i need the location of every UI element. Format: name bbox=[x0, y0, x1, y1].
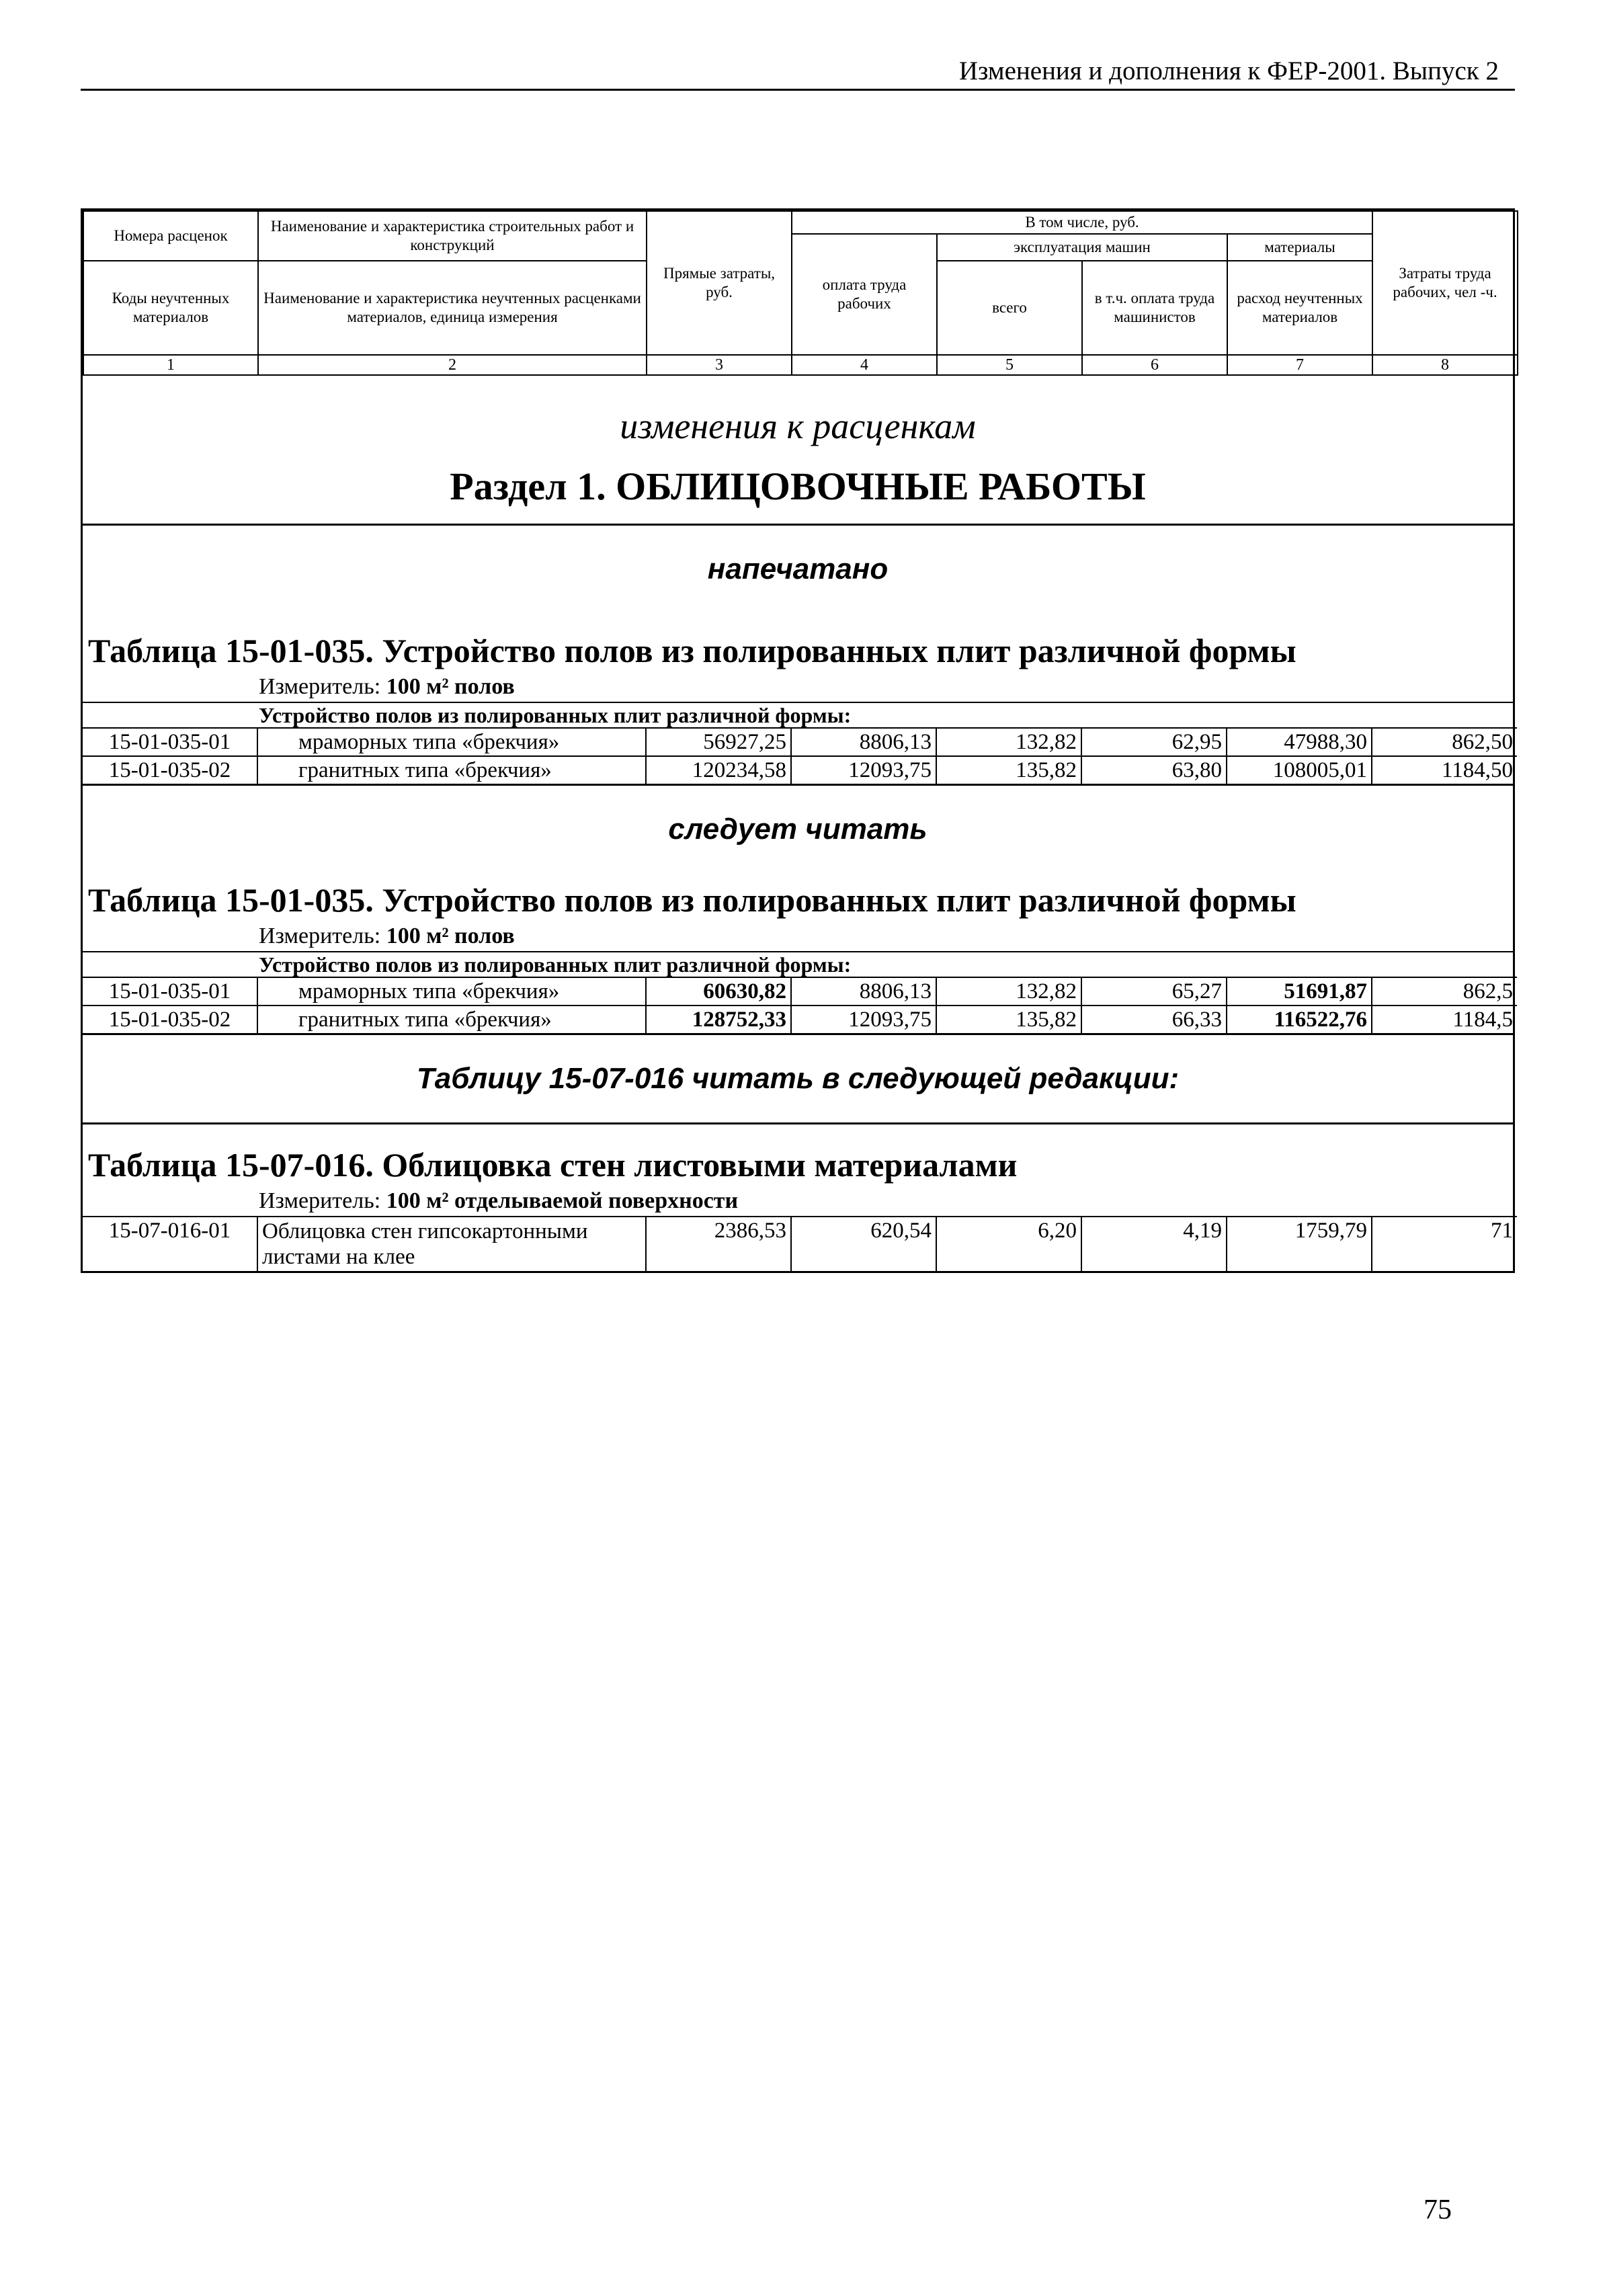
measure-unit: Измеритель: 100 м² отделываемой поверхности bbox=[259, 1188, 739, 1213]
column-number: 5 bbox=[937, 355, 1082, 375]
corrected-table-block bbox=[83, 878, 1513, 1033]
printed-rows-table bbox=[83, 727, 1517, 784]
header-work-name: Наименование и характеристика строительных работ и конструкций bbox=[258, 211, 647, 261]
printed-table-block bbox=[83, 629, 1513, 784]
operators-pay: 62,95 bbox=[1081, 728, 1227, 756]
workers-pay: 12093,75 bbox=[791, 1006, 936, 1033]
measure-unit: Измеритель: 100 м² полов bbox=[259, 674, 515, 699]
table-title: Таблица 15-01-035. Устройство полов из полированных плит различной формы bbox=[88, 881, 1296, 919]
materials: 51691,87 bbox=[1227, 977, 1372, 1006]
rate-name: гранитных типа «брекчия» bbox=[257, 756, 646, 784]
machines-total: 132,82 bbox=[936, 728, 1081, 756]
column-number: 6 bbox=[1082, 355, 1227, 375]
header-including: В том числе, руб. bbox=[792, 211, 1372, 234]
operators-pay: 66,33 bbox=[1081, 1006, 1227, 1033]
labor-costs: 1184,5 bbox=[1372, 1006, 1517, 1033]
labor-costs: 862,5 bbox=[1372, 977, 1517, 1006]
table-title: Таблица 15-01-035. Устройство полов из полированных плит различной формы bbox=[88, 632, 1296, 669]
page-number: 75 bbox=[1424, 2195, 1452, 2225]
measure-unit: Измеритель: 100 м² полов bbox=[259, 924, 515, 948]
column-number: 7 bbox=[1227, 355, 1372, 375]
column-number: 1 bbox=[83, 355, 258, 375]
labor-costs: 71 bbox=[1372, 1217, 1517, 1271]
direct-costs: 120234,58 bbox=[646, 756, 791, 784]
table-row bbox=[83, 728, 1517, 756]
header-labor-costs: Затраты труда рабочих, чел -ч. bbox=[1372, 211, 1518, 355]
header-machines: эксплуатация машин bbox=[937, 234, 1227, 261]
column-number: 2 bbox=[258, 355, 647, 375]
workers-pay: 8806,13 bbox=[791, 728, 936, 756]
rate-name: гранитных типа «брекчия» bbox=[257, 1006, 646, 1033]
column-numbers-row bbox=[83, 355, 1518, 375]
rate-code: 15-01-035-01 bbox=[83, 977, 257, 1006]
group-heading: Устройство полов из полированных плит различной формы: bbox=[83, 702, 1513, 727]
materials: 108005,01 bbox=[1227, 756, 1372, 784]
materials: 47988,30 bbox=[1227, 728, 1372, 756]
machines-total: 6,20 bbox=[936, 1217, 1081, 1271]
materials: 116522,76 bbox=[1227, 1006, 1372, 1033]
rate-name: мраморных типа «брекчия» bbox=[257, 977, 646, 1006]
rate-code: 15-01-035-02 bbox=[83, 756, 257, 784]
operators-pay: 4,19 bbox=[1081, 1217, 1227, 1271]
table-row bbox=[83, 1217, 1517, 1271]
rate-code: 15-01-035-02 bbox=[83, 1006, 257, 1033]
header-unaccounted-codes: Коды неучтенных материалов bbox=[83, 261, 258, 355]
workers-pay: 12093,75 bbox=[791, 756, 936, 784]
rates-table bbox=[81, 208, 1515, 1273]
column-number: 4 bbox=[792, 355, 937, 375]
cladding-table-block bbox=[83, 1122, 1513, 1271]
header-machines-total: всего bbox=[937, 261, 1082, 355]
machines-total: 135,82 bbox=[936, 1006, 1081, 1033]
rate-name: Облицовка стен гипсокартонными листами на клее bbox=[257, 1217, 646, 1271]
materials: 1759,79 bbox=[1227, 1217, 1372, 1271]
rate-code: 15-01-035-01 bbox=[83, 728, 257, 756]
column-number: 3 bbox=[647, 355, 792, 375]
workers-pay: 620,54 bbox=[791, 1217, 936, 1271]
table-row bbox=[83, 756, 1517, 784]
header-direct-costs: Прямые затраты, руб. bbox=[647, 211, 792, 355]
section-title: Раздел 1. ОБЛИЦОВОЧНЫЕ РАБОТЫ bbox=[450, 464, 1146, 508]
rate-name: мраморных типа «брекчия» bbox=[257, 728, 646, 756]
workers-pay: 8806,13 bbox=[791, 977, 936, 1006]
revision-label: Таблицу 15-07-016 читать в следующей редакции: bbox=[83, 1033, 1513, 1122]
rate-code: 15-07-016-01 bbox=[83, 1217, 257, 1271]
column-header-table bbox=[83, 210, 1518, 376]
header-rate-numbers: Номера расценок bbox=[83, 211, 258, 261]
page-header bbox=[81, 48, 1515, 91]
header-unaccounted-names: Наименование и характеристика неучтенных расценками материалов, единица измерения bbox=[258, 261, 647, 355]
header-materials-consumption: расход неучтенных материалов bbox=[1227, 261, 1372, 355]
read-as-label: следует читать bbox=[83, 784, 1513, 873]
header-workers-pay: оплата труда рабочих bbox=[792, 234, 937, 355]
cladding-rows-table bbox=[83, 1216, 1517, 1271]
direct-costs: 128752,33 bbox=[646, 1006, 791, 1033]
direct-costs: 2386,53 bbox=[646, 1217, 791, 1271]
group-heading: Устройство полов из полированных плит различной формы: bbox=[83, 951, 1513, 977]
machines-total: 135,82 bbox=[936, 756, 1081, 784]
operators-pay: 65,27 bbox=[1081, 977, 1227, 1006]
header-operators-pay: в т.ч. оплата труда машинистов bbox=[1082, 261, 1227, 355]
header-materials: материалы bbox=[1227, 234, 1372, 261]
page-header-text: Изменения и дополнения к ФЕР-2001. Выпуск 2 bbox=[958, 56, 1499, 85]
direct-costs: 56927,25 bbox=[646, 728, 791, 756]
table-row bbox=[83, 1006, 1517, 1033]
column-number: 8 bbox=[1372, 355, 1518, 375]
table-row bbox=[83, 977, 1517, 1006]
changes-title: изменения к расценкам bbox=[620, 406, 976, 446]
printed-label: напечатано bbox=[83, 524, 1513, 613]
table-title: Таблица 15-07-016. Облицовка стен листовыми материалами bbox=[88, 1146, 1018, 1184]
labor-costs: 1184,50 bbox=[1372, 756, 1517, 784]
machines-total: 132,82 bbox=[936, 977, 1081, 1006]
direct-costs: 60630,82 bbox=[646, 977, 791, 1006]
operators-pay: 63,80 bbox=[1081, 756, 1227, 784]
labor-costs: 862,50 bbox=[1372, 728, 1517, 756]
corrected-rows-table bbox=[83, 977, 1517, 1033]
